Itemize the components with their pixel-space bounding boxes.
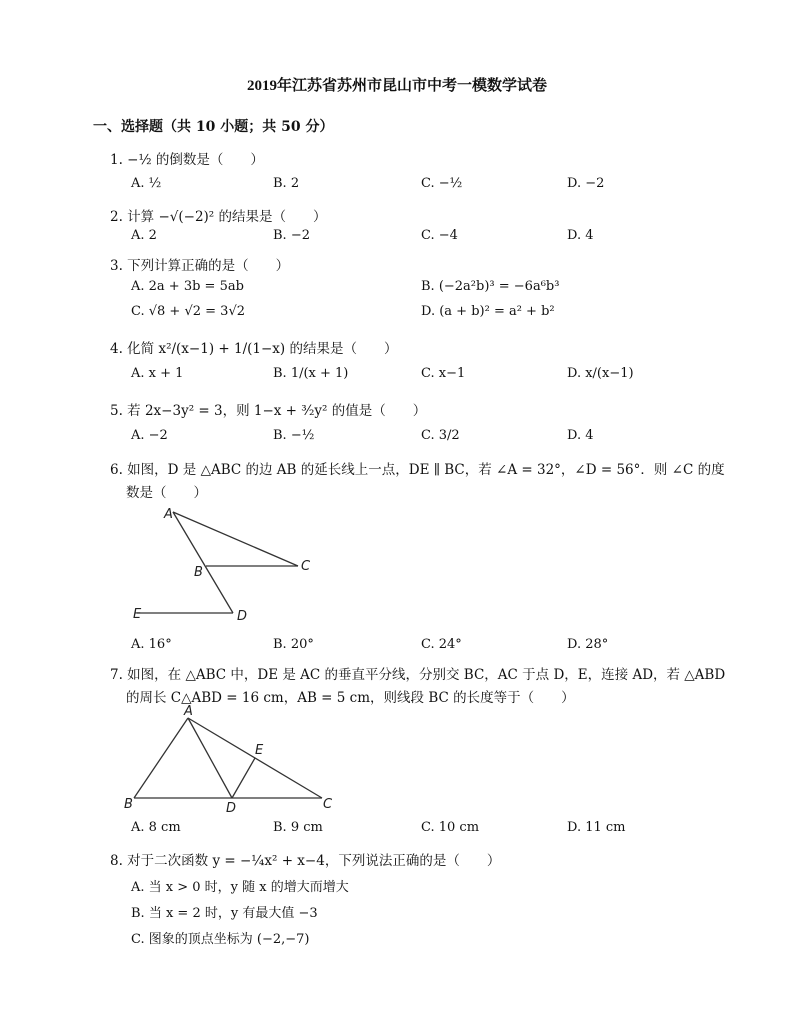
question-7-option-a[interactable]: A. 8 cm <box>131 820 181 835</box>
question-4-option-c[interactable]: C. x−1 <box>421 366 466 381</box>
label-e: E <box>255 743 264 758</box>
label-b: B <box>194 565 203 580</box>
question-2-option-a[interactable]: A. 2 <box>131 228 157 243</box>
question-6-option-c[interactable]: C. 24° <box>421 637 462 652</box>
question-2-option-c[interactable]: C. −4 <box>421 228 458 243</box>
question-4-option-d[interactable]: D. x/(x−1) <box>567 366 634 381</box>
question-5-stem: 5. 若 2x−3y² = 3，则 1−x + ³⁄₂y² 的值是（ ） <box>110 403 427 419</box>
question-2-option-b[interactable]: B. −2 <box>273 228 310 243</box>
question-8-option-b[interactable]: B. 当 x = 2 时，y 有最大值 −3 <box>131 906 318 921</box>
segment-ac <box>173 512 298 566</box>
question-6-option-b[interactable]: B. 20° <box>273 637 314 652</box>
label-a: A <box>164 507 173 522</box>
question-4-stem: 4. 化简 x²/(x−1) + 1/(1−x) 的结果是（ ） <box>110 341 398 357</box>
question-2-option-d[interactable]: D. 4 <box>567 228 594 243</box>
question-6-stem-continued: 数是（ ） <box>126 485 207 501</box>
question-2-stem: 2. 计算 −√(−2)² 的结果是（ ） <box>110 209 327 225</box>
question-8-stem: 8. 对于二次函数 y = −¼x² + x−4，下列说法正确的是（ ） <box>110 853 501 869</box>
question-3-option-a[interactable]: A. 2a + 3b = 5ab <box>131 279 244 294</box>
segment-de <box>232 758 255 798</box>
label-a: A <box>184 704 193 719</box>
question-5-option-b[interactable]: B. −½ <box>273 428 315 443</box>
question-5-option-c[interactable]: C. 3/2 <box>421 428 460 443</box>
question-1-option-c[interactable]: C. −½ <box>421 176 463 191</box>
question-4-option-b[interactable]: B. 1/(x + 1) <box>273 366 349 381</box>
question-1-option-d[interactable]: D. −2 <box>567 176 605 191</box>
figure-7-diagram <box>120 702 340 820</box>
label-b: B <box>124 797 133 812</box>
label-c: C <box>323 797 333 812</box>
question-1-option-b[interactable]: B. 2 <box>273 176 300 191</box>
question-6-option-d[interactable]: D. 28° <box>567 637 609 652</box>
question-3-option-c[interactable]: C. √8 + √2 = 3√2 <box>131 304 245 319</box>
question-3-option-d[interactable]: D. (a + b)² = a² + b² <box>421 304 555 319</box>
question-7-option-d[interactable]: D. 11 cm <box>567 820 626 835</box>
label-d: D <box>226 801 237 816</box>
question-5-option-a[interactable]: A. −2 <box>131 428 168 443</box>
label-d: D <box>237 609 248 624</box>
question-7-stem: 7. 如图，在 △ABC 中，DE 是 AC 的垂直平分线，分别交 BC，AC 于点 D，E，连接 AD，若 △ABD <box>110 667 726 683</box>
segment-ad <box>173 512 233 613</box>
question-7-option-b[interactable]: B. 9 cm <box>273 820 323 835</box>
question-3-option-b[interactable]: B. (−2a²b)³ = −6a⁶b³ <box>421 279 560 294</box>
question-5-option-d[interactable]: D. 4 <box>567 428 594 443</box>
question-4-option-a[interactable]: A. x + 1 <box>131 366 184 381</box>
label-c: C <box>301 559 311 574</box>
question-3-stem: 3. 下列计算正确的是（ ） <box>110 258 290 274</box>
question-6-stem: 6. 如图，D 是 △ABC 的边 AB 的延长线上一点，DE ∥ BC，若 ∠A = 32°，∠D = 56°．则 ∠C 的度 <box>110 462 725 478</box>
figure-6-diagram <box>120 500 330 630</box>
section-heading: 一、选择题（共 10 小题；共 50 分） <box>93 119 334 135</box>
question-1-stem: 1. −½ 的倒数是（ ） <box>110 152 264 168</box>
question-8-option-a[interactable]: A. 当 x > 0 时，y 随 x 的增大而增大 <box>131 880 349 895</box>
question-7-option-c[interactable]: C. 10 cm <box>421 820 480 835</box>
question-6-option-a[interactable]: A. 16° <box>131 637 172 652</box>
question-1-option-a[interactable]: A. ½ <box>131 176 162 191</box>
segment-ad <box>188 718 232 798</box>
page-title: 2019年江苏省苏州市昆山市中考一模数学试卷 <box>246 78 547 94</box>
segment-ab <box>134 718 188 798</box>
question-7-stem-continued: 的周长 C△ABD = 16 cm，AB = 5 cm，则线段 BC 的长度等于（ ） <box>126 690 575 706</box>
question-8-option-c[interactable]: C. 图象的顶点坐标为 (−2,−7) <box>131 932 310 947</box>
label-e: E <box>133 607 142 622</box>
